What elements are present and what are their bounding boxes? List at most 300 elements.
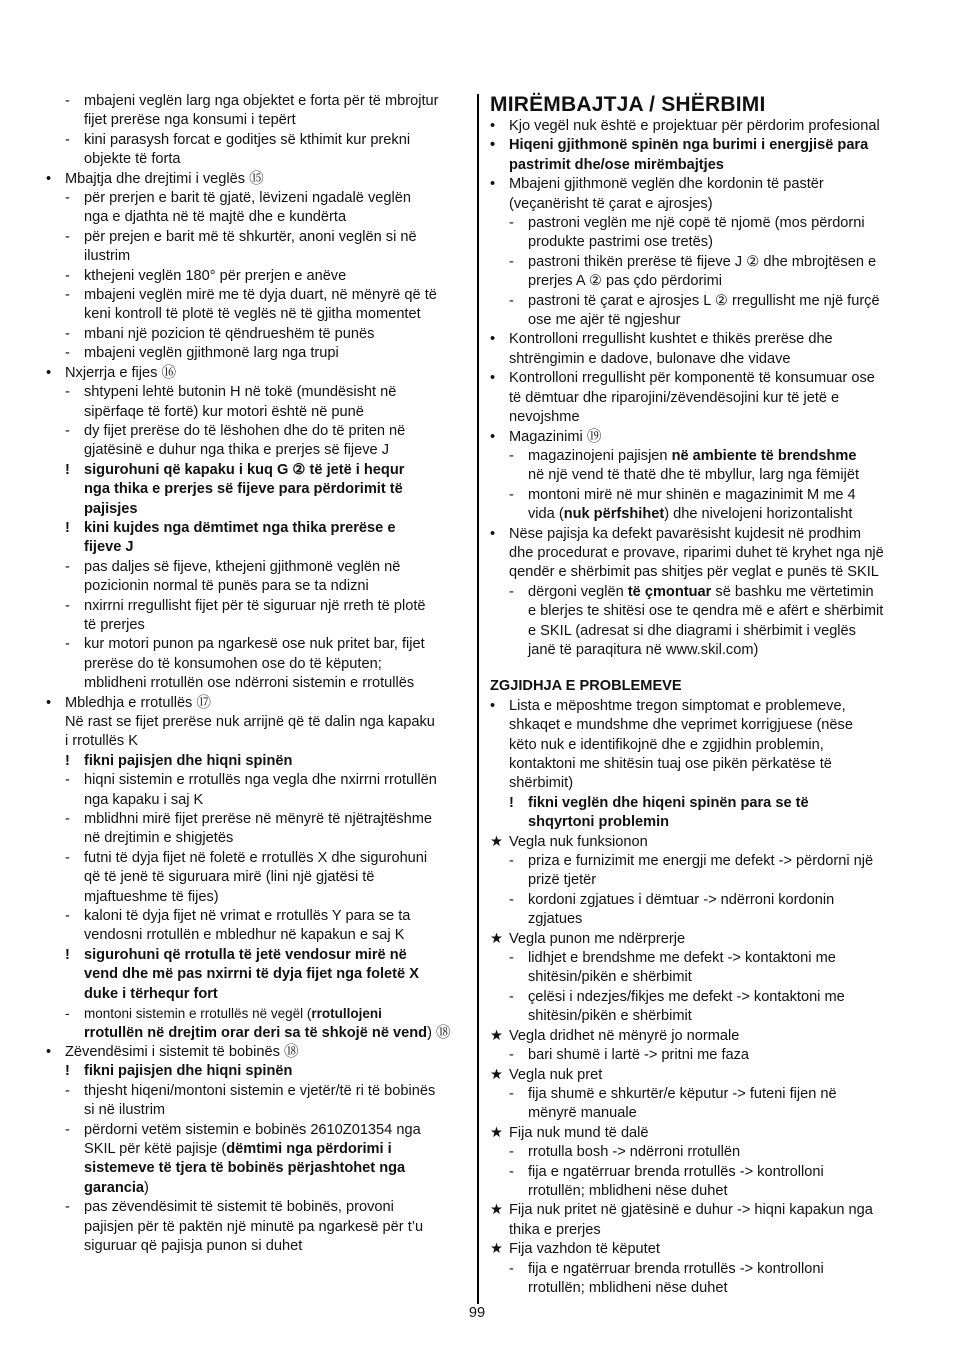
line-text: Mbledhja e rrotullës ⑰	[65, 694, 212, 711]
text-line	[490, 1163, 914, 1182]
line-text: e SKIL (adresat si dhe diagrami i shërbimit i veglës	[528, 622, 856, 639]
line-text: Mbajeni gjithmonë veglën dhe kordonin të pastër	[509, 176, 824, 193]
line-text: pas zëvendësimit të sistemit të bobinës, provoni	[84, 1199, 394, 1216]
text-line	[46, 985, 466, 1004]
line-text: të prerjes	[84, 616, 145, 633]
left-column	[46, 92, 466, 1256]
text-line	[46, 1237, 466, 1256]
dash-marker: -	[509, 1260, 514, 1277]
text-line	[46, 1140, 466, 1159]
line-text: pastrimit dhe/ose mirëmbajtjes	[509, 156, 724, 173]
bullet-marker: •	[490, 118, 496, 134]
text-line	[490, 852, 914, 871]
line-text: kini kujdes nga dëmtimet nga thika prerëse e	[84, 519, 396, 536]
line-text-tail: së bashku me vërtetimin	[711, 583, 874, 600]
dash-marker: -	[509, 891, 514, 908]
line-text: për prerjen e barit të gjatë, lëvizeni ngadalë veglën	[84, 190, 411, 207]
line-text: në një vend të thatë dhe të mbyllur, larg nga fëmijët	[528, 467, 859, 484]
line-text: mbajeni veglën larg nga objektet e forta për të mbrojtur	[84, 93, 439, 109]
line-text: sistemeve të tjera të bobinës përjashtohet nga	[84, 1160, 406, 1177]
text-line	[490, 949, 914, 968]
text-line	[46, 674, 466, 693]
text-line	[490, 1104, 914, 1123]
dash-marker: -	[509, 1085, 514, 1102]
bullet-marker: •	[46, 694, 52, 711]
text-line	[490, 988, 914, 1007]
line-text: i rrotullës K	[65, 733, 138, 750]
line-text: rrotulla bosh -> ndërroni rrotullën	[528, 1144, 741, 1161]
text-line	[46, 1198, 466, 1217]
line-text: vend dhe më pas nxirrni të dyja fijet nga foletë X	[84, 966, 419, 983]
line-text: Kjo vegël nuk është e projektuar për përdorim profesional	[509, 118, 880, 134]
text-line	[490, 447, 914, 466]
page-number: 99	[468, 1305, 486, 1321]
line-text: fija e ngatërruar brenda rrotullës -> kontrolloni	[528, 1260, 824, 1277]
line-text: siguruar që pajisja punon si duhet	[84, 1237, 303, 1254]
text-line	[46, 305, 466, 324]
bullet-marker: •	[490, 525, 496, 542]
bold-text: rrotullojeni	[311, 1006, 382, 1022]
line-text: produkte pastrimi ose tretës)	[528, 234, 713, 251]
line-text: priza e furnizimit me energji me defekt -> përdorni një	[528, 853, 874, 870]
line-text: ilustrim	[84, 248, 131, 265]
warning-marker: !	[509, 794, 514, 811]
star-icon: ★	[490, 833, 504, 850]
line-text: mbani një pozicion të qëndrueshëm të punës	[84, 325, 375, 342]
line-text: sigurohuni që rrotulla të jetë vendosur mirë në	[84, 946, 407, 963]
star-icon: ★	[490, 1202, 504, 1219]
text-line	[490, 544, 914, 563]
line-text: në drejtimin e shigjetës	[84, 830, 234, 847]
text-line	[46, 849, 466, 868]
line-text: pozicionin normal të punës para se ta ndizni	[84, 578, 369, 595]
dash-marker: -	[65, 422, 70, 439]
line-text: kordoni zgjatues i dëmtuar -> ndërroni kordonin	[528, 891, 835, 908]
text-line	[490, 233, 914, 252]
line-text: magazinojeni pajisjen	[528, 447, 672, 464]
line-text: Nëse pajisja ka defekt pavarësisht kujdesit në prodhim	[509, 525, 862, 542]
text-line	[46, 1062, 466, 1081]
line-text: e blerjes te shitësi ose te qendra më e afërt e shërbimit	[528, 603, 884, 620]
line-text: rrotullën; mblidheni nëse duhet	[528, 1279, 728, 1296]
text-line	[46, 286, 466, 305]
dash-marker: -	[509, 486, 514, 503]
text-line	[46, 577, 466, 596]
line-text: qendër e shërbimit pas shitjes për veglat e punës të SKIL	[509, 564, 879, 581]
text-line	[490, 794, 914, 813]
line-text: pastroni të çarat e ajrosjes L ② rregullisht me një furçë	[528, 292, 880, 309]
text-line	[46, 403, 466, 422]
text-line	[46, 538, 466, 557]
line-text: prizë tjetër	[528, 872, 597, 889]
column-divider	[477, 94, 479, 1304]
dash-marker: -	[65, 811, 70, 828]
text-line	[46, 325, 466, 344]
line-text: prerjes A ② pas çdo përdorimi	[528, 273, 722, 290]
text-line	[490, 622, 914, 641]
line-text: Vegla nuk funksionon	[509, 833, 648, 850]
line-text: Vegla punon me ndërprerje	[509, 930, 686, 947]
line-text: pajisjes	[84, 500, 138, 517]
text-line	[490, 175, 914, 194]
text-line	[490, 195, 914, 214]
dash-marker: -	[65, 325, 70, 342]
line-text: prerëse do të konsumohen ose do të këputen;	[84, 655, 382, 672]
text-line	[490, 1279, 914, 1298]
text-line	[490, 117, 914, 136]
text-line	[46, 422, 466, 441]
text-line	[46, 655, 466, 674]
line-text: nga thika e prerjes së fijeve para përdorimit të	[84, 481, 403, 498]
text-line	[46, 461, 466, 480]
line-text: kaloni të dyja fijet në vrimat e rrotullës Y para se ta	[84, 908, 411, 925]
line-text: Fija nuk pritet në gjatësinë e duhur -> hiqni kapakun nga	[509, 1202, 873, 1219]
line-text: këto nuk e identifikojnë dhe e zgjidhin problemin,	[509, 736, 824, 753]
text-line	[490, 525, 914, 544]
dash-marker: -	[509, 1047, 514, 1064]
line-text: nga kapaku i saj K	[84, 791, 204, 808]
text-line	[490, 486, 914, 505]
text-line	[46, 228, 466, 247]
line-text: të dëmtuar dhe riparojini/zëvendësojini kur të jetë e	[509, 389, 840, 406]
line-text: gjatësinë e duhur nga thika e prerjes së fijeve J	[84, 442, 390, 459]
line-text: nevojshme	[509, 409, 580, 426]
line-text-tail: )	[144, 1179, 149, 1196]
text-line	[46, 946, 466, 965]
line-text: zgjatues	[528, 911, 583, 928]
line-text: sipërfaqe të fortë) kur motori është në punë	[84, 403, 364, 420]
text-line	[490, 1182, 914, 1201]
right-column-body	[490, 117, 914, 1298]
bullet-marker: •	[490, 176, 496, 193]
line-text: kini parasysh forcat e goditjes së kthimit kur prekni	[84, 131, 411, 148]
bold-text: garancia	[84, 1179, 145, 1196]
dash-marker: -	[65, 267, 70, 284]
text-line	[46, 500, 466, 519]
dash-marker: -	[509, 292, 514, 309]
text-line	[490, 330, 914, 349]
line-text: mblidheni rrotullën ose ndërroni sistemin e rrotullës	[84, 675, 415, 692]
dash-marker: -	[509, 215, 514, 232]
text-line	[490, 910, 914, 929]
line-text: mblidhni mirë fijet prerëse në mënyrë të njëtrajtëshme	[84, 811, 432, 828]
text-line	[490, 1046, 914, 1065]
star-icon: ★	[490, 930, 504, 947]
text-line	[46, 364, 466, 383]
line-text: pas daljes së fijeve, kthejeni gjithmonë veglën në	[84, 558, 401, 575]
text-line	[46, 810, 466, 829]
dash-marker: -	[509, 583, 514, 600]
text-line	[490, 428, 914, 447]
dash-marker: -	[65, 131, 70, 148]
dash-marker: -	[65, 190, 70, 207]
text-line	[490, 697, 914, 716]
text-line	[490, 563, 914, 582]
bold-text: në ambiente të brendshme	[671, 447, 857, 464]
line-text: mënyrë manuale	[528, 1105, 637, 1122]
text-line	[46, 1179, 466, 1198]
dash-marker: -	[65, 93, 70, 109]
line-text: Hiqeni gjithmonë spinën nga burimi i energjisë para	[509, 137, 869, 154]
line-text: nga e djathta në të majtë dhe e kundërta	[84, 209, 347, 226]
line-text: SKIL për këtë pajisje (	[84, 1140, 227, 1157]
text-line	[46, 267, 466, 286]
line-text: fijeve J	[84, 539, 134, 556]
warning-marker: !	[65, 1063, 70, 1080]
line-text: ose me ajër të ngjeshur	[528, 312, 681, 329]
line-text: rrotullën; mblidheni nëse duhet	[528, 1182, 728, 1199]
text-line	[490, 1143, 914, 1162]
text-line	[490, 369, 914, 388]
text-line	[490, 602, 914, 621]
dash-marker: -	[65, 772, 70, 789]
dash-marker: -	[65, 558, 70, 575]
text-line	[490, 755, 914, 774]
line-text: shtrëngimin e dadove, bulonave dhe vidave	[509, 350, 791, 367]
text-line	[46, 383, 466, 402]
text-line	[490, 1007, 914, 1026]
bullet-marker: •	[490, 428, 496, 445]
bullet-marker: •	[490, 370, 496, 387]
star-icon: ★	[490, 1066, 504, 1083]
text-line	[46, 752, 466, 771]
text-line	[490, 833, 914, 852]
line-text: Nxjerrja e fijes ⑯	[65, 364, 177, 381]
line-text: sigurohuni që kapaku i kuq G ② të jetë i hequr	[84, 461, 405, 478]
text-line	[490, 968, 914, 987]
line-text: duke i tërhequr fort	[84, 985, 218, 1002]
line-text: dhe procedurat e provave, riparimi duhet të kryhet nga një	[509, 544, 884, 561]
dash-marker: -	[509, 253, 514, 270]
bullet-marker: •	[46, 170, 52, 187]
text-line	[490, 292, 914, 311]
line-text: kthejeni veglën 180° për prerjen e anëve	[84, 267, 347, 284]
bold-text: rrotullën në drejtim orar deri sa të shkojë në vend	[84, 1024, 428, 1041]
text-line	[490, 136, 914, 155]
text-line	[46, 247, 466, 266]
text-line	[46, 208, 466, 227]
line-text: mbajeni veglën gjithmonë larg nga trupi	[84, 345, 339, 362]
warning-marker: !	[65, 519, 70, 536]
text-line	[46, 1024, 466, 1043]
line-text: keni kontroll të plotë të veglës në të gjitha momentet	[84, 306, 421, 323]
line-text: Lista e mëposhtme tregon simptomat e problemeve,	[509, 697, 846, 714]
text-line	[490, 736, 914, 755]
line-text: pastroni thikën prerëse të fijeve J ② dhe mbrojtësen e	[528, 253, 877, 270]
line-text: shtypeni lehtë butonin H në tokë (mundësisht në	[84, 384, 397, 401]
text-line	[46, 732, 466, 751]
dash-marker: -	[65, 849, 70, 866]
text-line	[46, 150, 466, 169]
dash-marker: -	[65, 384, 70, 401]
text-line	[46, 616, 466, 635]
text-line	[46, 189, 466, 208]
text-line	[490, 350, 914, 369]
line-text: mbajeni veglën mirë me të dyja duart, në mënyrë që të	[84, 287, 437, 304]
line-text: Fija nuk mund të dalë	[509, 1124, 649, 1141]
text-line	[46, 597, 466, 616]
line-text: fikni pajisjen dhe hiqni spinën	[84, 752, 293, 769]
line-text: dy fijet prerëse do të lëshohen dhe do të priten në	[84, 422, 406, 439]
line-text: Zëvendësimi i sistemit të bobinës ⑱	[65, 1043, 299, 1060]
text-line	[46, 344, 466, 363]
line-text: pastroni veglën me një copë të njomë (mos përdorni	[528, 215, 865, 232]
line-text: shkaqet e mundshme dhe veprimet korrigjuese (nëse	[509, 717, 853, 734]
right-column	[490, 92, 914, 1298]
text-line	[490, 1027, 914, 1046]
text-line	[46, 170, 466, 189]
text-line	[46, 1159, 466, 1178]
text-line	[490, 813, 914, 832]
line-text: Fija vazhdon të këputet	[509, 1241, 660, 1258]
line-text: thika e prerjes	[509, 1221, 601, 1238]
dash-marker: -	[509, 447, 514, 464]
line-text: fikni veglën dhe hiqeni spinën para se të	[528, 794, 809, 811]
text-line	[490, 871, 914, 890]
line-text: objekte të forta	[84, 151, 181, 168]
dash-marker: -	[65, 287, 70, 304]
text-line	[490, 1124, 914, 1143]
text-line	[46, 771, 466, 790]
dash-marker: -	[65, 1121, 70, 1138]
text-line	[490, 716, 914, 735]
text-line	[490, 1221, 914, 1240]
text-line	[46, 965, 466, 984]
warning-marker: !	[65, 461, 70, 478]
text-line	[490, 1240, 914, 1259]
dash-marker: -	[65, 228, 70, 245]
text-line	[490, 1085, 914, 1104]
text-line	[46, 480, 466, 499]
text-line	[490, 641, 914, 660]
line-text: bari shumë i lartë -> pritni me faza	[528, 1047, 750, 1064]
text-line	[46, 1101, 466, 1120]
line-text: kur motori punon pa ngarkesë ose nuk pritet bar, fijet	[84, 636, 425, 653]
text-line	[46, 868, 466, 887]
line-text: futni të dyja fijet në foletë e rrotullës X dhe sigurohuni	[84, 849, 428, 866]
bold-text: nuk përfshihet	[563, 506, 665, 523]
line-text: fija shumë e shkurtër/e këputur -> futeni fijen në	[528, 1085, 837, 1102]
line-text: përdorni vetëm sistemin e bobinës 2610Z01354 nga	[84, 1121, 421, 1138]
line-text: montoni sistemin e rrotullës në vegël (	[84, 1006, 312, 1022]
line-text-tail: ) dhe nivelojeni horizontalisht	[664, 506, 853, 523]
line-text: vendosni rrotullën e mbledhur në kapakun e saj K	[84, 927, 405, 944]
dash-marker: -	[65, 636, 70, 653]
text-line	[46, 888, 466, 907]
text-line	[46, 829, 466, 848]
line-text: Kontrolloni rregullisht për komponentë të konsumuar ose	[509, 370, 875, 387]
line-text: shitësin/pikën e shërbimit	[528, 969, 692, 986]
text-line	[46, 1043, 466, 1062]
dash-marker: -	[65, 345, 70, 362]
line-text: montoni mirë në mur shinën e magazinimit M me 4	[528, 486, 856, 503]
text-line	[490, 774, 914, 793]
text-line	[490, 1260, 914, 1279]
bullet-marker: •	[46, 1043, 52, 1060]
warning-marker: !	[65, 752, 70, 769]
line-text: lidhjet e brendshme me defekt -> kontaktoni me	[528, 950, 836, 967]
line-text: shitësin/pikën e shërbimit	[528, 1008, 692, 1025]
line-text: ZGJIDHJA E PROBLEMEVE	[490, 678, 682, 695]
dash-marker: -	[509, 1144, 514, 1161]
line-text: Në rast se fijet prerëse nuk arrijnë që të dalin nga kapaku	[65, 714, 435, 730]
text-line	[490, 156, 914, 175]
text-line	[46, 926, 466, 945]
text-line	[490, 214, 914, 233]
dash-marker: -	[509, 853, 514, 870]
line-text: janë të paraqitura në www.skil.com)	[528, 641, 759, 658]
line-text: që të jenë të siguruara mirë (lini një gjatësi të	[84, 869, 375, 886]
bullet-marker: •	[490, 331, 496, 348]
text-line	[46, 92, 466, 111]
text-line	[490, 466, 914, 485]
line-text: shërbimit)	[509, 775, 574, 792]
line-text: vida (	[528, 506, 564, 523]
bold-text: të çmontuar	[627, 583, 712, 600]
text-line	[46, 907, 466, 926]
text-line	[490, 1201, 914, 1220]
text-line	[490, 930, 914, 949]
text-line	[490, 253, 914, 272]
section-title: MIRËMBAJTJA / SHËRBIMI	[490, 93, 766, 116]
bullet-marker: •	[46, 364, 52, 381]
line-text: fija e ngatërruar brenda rrotullës -> kontrolloni	[528, 1163, 824, 1180]
text-line	[46, 131, 466, 150]
dash-marker: -	[509, 950, 514, 967]
bullet-marker: •	[490, 137, 496, 154]
text-line	[46, 694, 466, 713]
text-line	[46, 519, 466, 538]
dash-marker: -	[65, 1006, 70, 1022]
text-line	[46, 713, 466, 732]
text-line	[46, 558, 466, 577]
text-line	[490, 583, 914, 602]
text-line	[46, 1218, 466, 1237]
dash-marker: -	[509, 988, 514, 1005]
star-icon: ★	[490, 1027, 504, 1044]
line-text: fikni pajisjen dhe hiqni spinën	[84, 1063, 293, 1080]
line-text: hiqni sistemin e rrotullës nga vegla dhe nxirrni rrotullën	[84, 772, 437, 789]
dash-marker: -	[65, 1199, 70, 1216]
line-text: çelësi i ndezjes/fikjes me defekt -> kontaktoni me	[528, 988, 845, 1005]
text-line	[46, 1121, 466, 1140]
bold-text: dëmtimi nga përdorimi i	[226, 1140, 392, 1157]
line-text: Kontrolloni rregullisht kushtet e thikës prerëse dhe	[509, 331, 833, 348]
line-text-tail: ) ⑱	[427, 1024, 451, 1041]
bullet-marker: •	[490, 697, 496, 714]
dash-marker: -	[509, 1163, 514, 1180]
line-text: shqyrtoni problemin	[528, 814, 670, 831]
line-text: për prejen e barit më të shkurtër, anoni veglën si në	[84, 228, 417, 245]
text-line	[490, 311, 914, 330]
text-line	[46, 111, 466, 130]
line-text: pajisjen për të paktën një minutë pa ngarkesë për t’u	[84, 1218, 424, 1235]
text-line	[46, 635, 466, 654]
line-text: fijet prerëse nga konsumi i tepërt	[84, 112, 296, 129]
text-line	[490, 1066, 914, 1085]
subsection-heading	[490, 677, 914, 696]
text-line	[490, 272, 914, 291]
star-icon: ★	[490, 1124, 504, 1141]
line-text: Mbajtja dhe drejtimi i veglës ⑮	[65, 170, 264, 187]
line-text: Vegla nuk pret	[509, 1066, 603, 1083]
line-text: (veçanërisht të çarat e ajrosjes)	[509, 195, 713, 212]
line-text: kontaktoni me shitësin tuaj ose pikën përkatëse të	[509, 756, 832, 772]
line-text: thjesht hiqeni/montoni sistemin e vjetër/të ri të bobinës	[84, 1082, 436, 1099]
star-icon: ★	[490, 1241, 504, 1258]
line-text: dërgoni veglën	[528, 583, 628, 600]
text-line	[46, 791, 466, 810]
